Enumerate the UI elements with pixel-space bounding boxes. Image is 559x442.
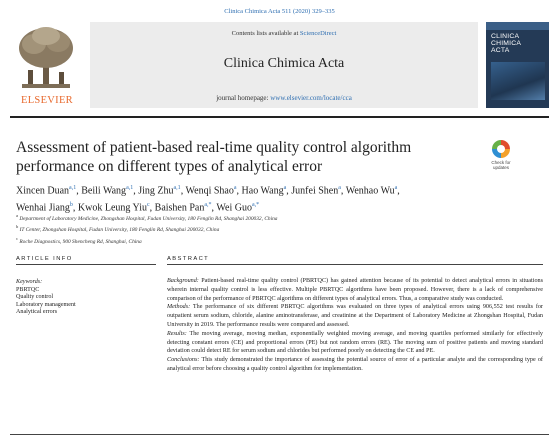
abstract-label: Conclusions: (167, 357, 200, 364)
keyword-item: PBRTQC (16, 286, 40, 293)
author-name[interactable]: Wenhao Wu (345, 185, 395, 197)
homepage-line (90, 94, 478, 102)
keyword-item: Laboratory management (16, 301, 76, 308)
abstract-label: Background: (167, 278, 199, 284)
author-marks[interactable]: a,1 (173, 185, 181, 191)
affiliation-text: Department of Laboratory Medicine, Zhongshan Hospital, Fudan University, 180 Fenglin Rd, Shanghai 200032, China (19, 215, 278, 222)
keywords-label: Keywords: (16, 279, 43, 285)
affiliation (16, 223, 536, 234)
homepage-prefix: journal homepage: (216, 94, 271, 102)
author-marks[interactable]: c (146, 202, 150, 209)
author-name[interactable]: Kwok Leung Yiu (77, 202, 147, 214)
author-marks[interactable]: a,* (251, 202, 260, 209)
cover-title-line: CHIMICA (491, 40, 522, 48)
affiliation-text: IT Center, Zhongshan Hospital, Fudan University, 180 Fenglin Rd, Shanghai 200032, China (19, 227, 220, 234)
affiliation (16, 235, 536, 246)
abstract-body (167, 277, 543, 374)
cover-title-line: ACTA (491, 47, 510, 55)
author-name[interactable]: Wenhai Jiang (16, 202, 70, 214)
author-marks[interactable]: b (69, 202, 73, 209)
journal-banner (90, 22, 478, 108)
author-name[interactable]: Beili Wang (81, 185, 127, 197)
publisher-name: ELSEVIER (21, 95, 73, 106)
abstract-label: Results: (167, 330, 187, 337)
footer-divider (10, 434, 549, 435)
author-marks[interactable]: a,1 (69, 185, 77, 191)
keyword-item: Analytical errors (16, 309, 58, 316)
abstract-paragraph (167, 277, 543, 303)
affiliation-text: Roche Diagnostics, 900 Shencheng Rd, Shanghai, China (19, 238, 142, 245)
article-info-heading: ARTICLE INFO (16, 256, 73, 262)
abstract-text: This study demonstrated the importance of assessing the potential source of error of a particular analyte and the corresponding type of analytical error before choosing a quality control algorithm for implementation. (167, 357, 543, 372)
cover-title-line: CLINICA (491, 33, 520, 40)
author-marks[interactable]: a (233, 185, 237, 191)
masthead (10, 22, 549, 108)
elsevier-tree-icon (16, 24, 76, 92)
journal-cover-image[interactable] (486, 22, 549, 108)
author-marks[interactable]: a (338, 185, 341, 191)
abstract-text: The moving average, moving median, exponentially weighted moving average, and moving quartiles performed similarly for effectively detecting constant errors (CE) and proportional errors (PE) but not random errors (RE). The moving sum of positive patients and moving standard deviation could detect RE for serum sodium and chlorides but performed poorly on detecting the CE and PE. (167, 330, 543, 355)
publisher-logo[interactable] (10, 22, 82, 108)
author-name[interactable]: Xincen Duan (16, 185, 70, 197)
article-title: Assessment of patient-based real-time quality control algorithm performance on different types of analytical error (16, 139, 412, 175)
abstract-label: Methods: (167, 304, 191, 311)
abstract-paragraph (167, 303, 543, 329)
abstract-text: The performance of six different PBRTQC algorithms was evaluated on three types of analytical errors using 906,552 test results for outpatient serum sodium, chloride, alanine aminotransferase, and creatinine at the Department of Laboratory Medicine at Zhongshan Hospital, Fudan University in 2019. The performance results were compared and assessed. (167, 304, 543, 328)
abstract-paragraph (167, 356, 543, 374)
affiliation-list (16, 212, 536, 246)
abstract-text: Patient-based real-time quality control (PBRTQC) has gained attention because of its potential to detect analytical errors in situations wherein internal quality control is less effective. Multiple PBRTQC algorithms have been proposed. However, there is a lack of comprehensive comparison of the performance of PBRTQC algorithms on different types of analytical errors. Thus, a comparative study was conducted. (167, 278, 543, 302)
keywords-block (16, 279, 156, 317)
author-name[interactable]: Wenqi Shao (185, 185, 234, 197)
check-for-updates-button[interactable] (484, 140, 518, 176)
sciencedirect-link[interactable]: ScienceDirect (299, 30, 337, 37)
author-name[interactable]: Wei Guo (216, 202, 252, 214)
check-updates-line2: updates (492, 165, 509, 170)
abstract-divider (167, 264, 543, 265)
cover-artwork (491, 62, 545, 100)
author-marks[interactable]: a,1 (126, 185, 134, 191)
author-name[interactable]: Hao Wang (241, 185, 284, 197)
author-name[interactable]: Jing Zhu (138, 185, 174, 197)
abstract-heading: ABSTRACT (167, 256, 210, 262)
author-marks[interactable]: a (283, 185, 287, 191)
journal-title: Clinica Chimica Acta (223, 56, 345, 71)
cover-title (491, 33, 547, 55)
journal-citation[interactable]: Clinica Chimica Acta 511 (2020) 329–335 (224, 8, 335, 15)
affiliation-mark: a (16, 213, 18, 218)
keyword-item: Quality control (16, 294, 54, 301)
affiliation-mark: b (16, 224, 19, 230)
author-name[interactable]: Baishen Pan (154, 202, 205, 214)
affiliation (16, 212, 536, 223)
author-marks[interactable]: a (394, 185, 398, 191)
author-name[interactable]: Junfei Shen (291, 185, 339, 197)
contents-line (90, 30, 478, 37)
journal-homepage-link[interactable]: www.elsevier.com/locate/cca (270, 94, 352, 102)
contents-prefix: Contents lists available at (231, 30, 300, 37)
cover-strip (486, 22, 549, 30)
check-updates-line1: Check for (491, 160, 511, 165)
check-for-updates-label (484, 160, 518, 170)
abstract-paragraph (167, 330, 543, 356)
header-divider (10, 116, 549, 118)
author-list: Xincen Duan$^{a,1}$, Beili Wang$^{a,1}$, Jing Zhu$^{a,1}$, Wenqi Shao$^a$, Hao Wang$^a$, Junfei Shen$^a$, Wenhao Wu$^a$, Wenhai Jiang$^b$, Kwok Leung Yiu$^c$, Baishen Pan$^{a,*}$, Wei Guo$^{a,*}$ (16, 185, 400, 214)
crossmark-icon (492, 140, 510, 158)
article-info-divider (16, 264, 156, 265)
affiliation-mark: c (16, 235, 18, 241)
author-marks[interactable]: a,* (204, 202, 212, 209)
